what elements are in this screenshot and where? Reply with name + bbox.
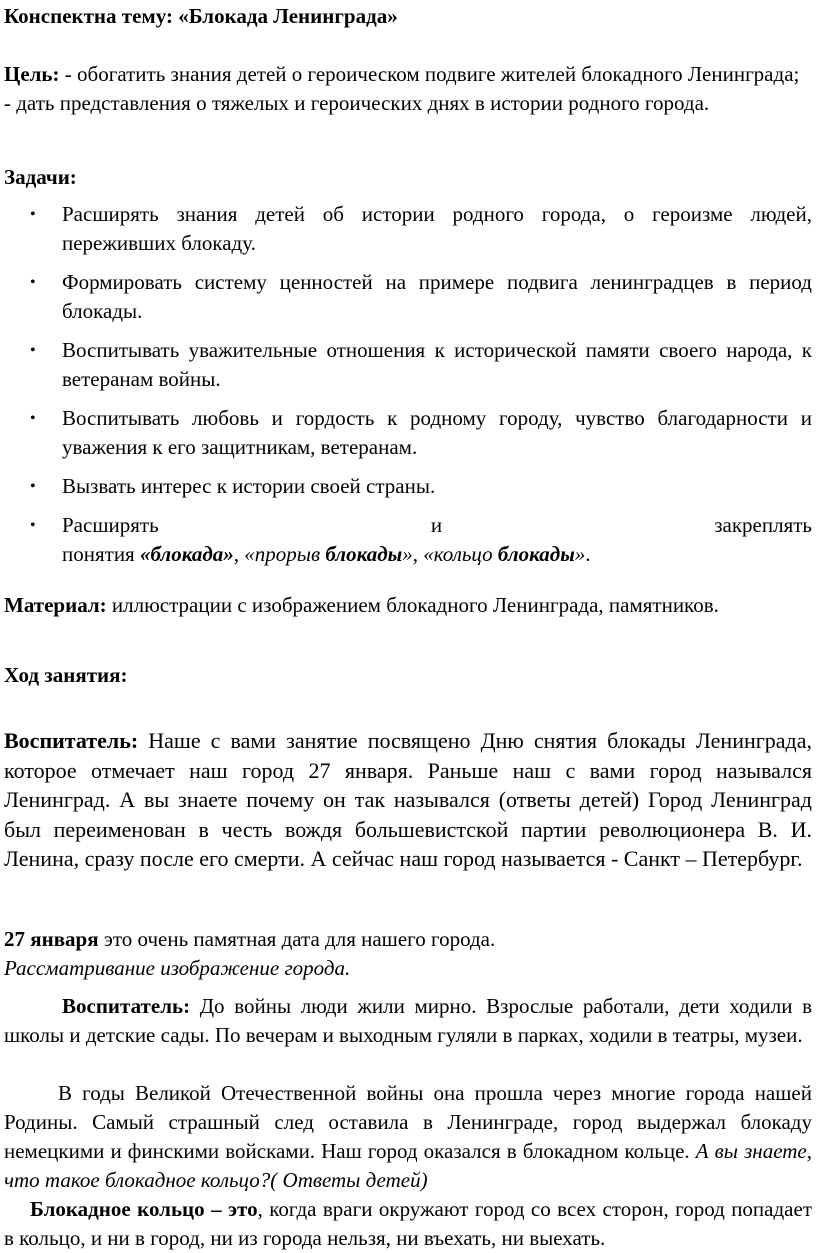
material-paragraph bbox=[4, 591, 812, 620]
goal-label: Цель: bbox=[4, 62, 60, 86]
concept-blockade: «блокада» bbox=[139, 542, 234, 566]
concept-breakthrough: «прорыв bbox=[244, 542, 326, 566]
date-text: это очень памятная дата для нашего города. bbox=[98, 927, 496, 951]
list-item: • Воспитывать уважительные отношения к исторической памяти своего народа, к ветеранам войны. bbox=[0, 336, 816, 394]
tasks-label: Задачи: bbox=[4, 165, 77, 189]
date-paragraph bbox=[4, 925, 812, 983]
teacher-paragraph-2 bbox=[4, 992, 812, 1050]
teacher-text-2: До войны люди жили мирно. Взрослые работали, дети ходили в школы и детские сады. По вечерам и выходным гуляли в парках, ходили в театры, музеи. bbox=[4, 994, 812, 1047]
ring-paragraph bbox=[4, 1195, 812, 1253]
concept-ring-bold: блокады bbox=[497, 542, 575, 566]
word: • Расширять bbox=[62, 513, 159, 537]
period: . bbox=[585, 542, 591, 566]
teacher-paragraph-1 bbox=[4, 726, 812, 874]
list-item: • Вызвать интерес к истории своей страны. bbox=[0, 472, 816, 501]
material-label: Материал: bbox=[4, 593, 107, 617]
course-label: Ход занятия: bbox=[4, 663, 128, 687]
war-paragraph bbox=[4, 1079, 812, 1195]
war-text: В годы Великой Отечественной войны она прошла через многие города нашей Родины. Самый страшный след оставила в Ленинграде, город выдержал блокаду немецкими и финскими войсками. Наш город оказался в блокадном кольце. bbox=[4, 1081, 812, 1163]
word: и bbox=[430, 513, 443, 537]
concept-breakthrough-bold: блокады bbox=[325, 542, 403, 566]
tasks-heading bbox=[4, 163, 812, 192]
list-item: • Расширять знания детей об истории родного города, о героизме людей, переживших блокаду. bbox=[0, 200, 816, 258]
date-bold: 27 января bbox=[4, 927, 99, 951]
separator: , bbox=[412, 542, 424, 566]
quote-close: » bbox=[574, 542, 586, 566]
question-italic: А вы знаете, что такое блокадное кольцо?( Ответы детей) bbox=[4, 1139, 812, 1192]
viewing-note: Рассматривание изображение города. bbox=[4, 956, 351, 980]
tasks-list bbox=[0, 200, 816, 569]
separator: , bbox=[233, 542, 245, 566]
teacher-label: Воспитатель: bbox=[4, 728, 139, 753]
document-title: Конспектна тему: «Блокада Ленинграда» bbox=[4, 4, 398, 28]
list-item: • Формировать систему ценностей на примере подвига ленинградцев в период блокады. bbox=[0, 268, 816, 326]
material-text: иллюстрации с изображением блокадного Ленинграда, памятников. bbox=[106, 593, 719, 617]
list-item-first-line bbox=[62, 511, 812, 540]
concept-ring: «кольцо bbox=[423, 542, 498, 566]
quote-close: » bbox=[402, 542, 413, 566]
goal-paragraph bbox=[4, 60, 812, 118]
word: закреплять bbox=[714, 513, 812, 537]
ring-bold: Блокадное кольцо – это bbox=[30, 1197, 258, 1221]
ring-text: , когда враги окружают город со всех сторон, город попадает в кольцо, и ни в город, ни из города нельзя, ни въехать, ни выехать. bbox=[4, 1197, 812, 1250]
concepts-prefix: понятия bbox=[62, 542, 140, 566]
course-heading bbox=[4, 661, 812, 690]
list-item: • Воспитывать любовь и гордость к родному городу, чувство благодарности и уважения к его защитникам, ветеранам. bbox=[0, 404, 816, 462]
goal-text-2: - дать представления о тяжелых и героических днях в истории родного города. bbox=[4, 91, 710, 115]
teacher-label: Воспитатель: bbox=[62, 994, 191, 1018]
goal-text-1: - обогатить знания детей о героическом подвиге жителей блокадного Ленинграда; bbox=[59, 62, 800, 86]
list-item bbox=[0, 511, 816, 569]
teacher-text-1: Наше с вами занятие посвящено Дню снятия блокады Ленинграда, которое отмечает наш город 27 января. Раньше наш с вами город назывался Ленинград. А вы знаете почему он так назывался (ответы детей) Город Ленинград был переименован в честь вождя большевистской партии революционера В. И. Ленина, сразу после его смерти. А сейчас наш город называется - Санкт – Петербург. bbox=[4, 728, 812, 871]
